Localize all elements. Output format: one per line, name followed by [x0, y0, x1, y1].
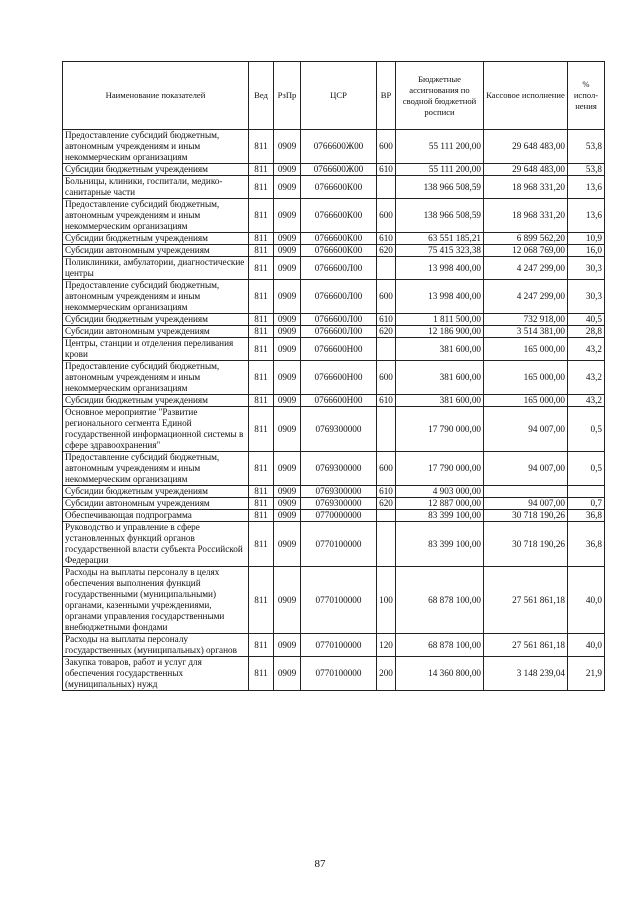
- cell-ved: 811: [249, 452, 274, 486]
- cell-name: Центры, станции и отделения переливания крови: [63, 338, 249, 361]
- table-row: [63, 257, 605, 280]
- cell-cash: 94 007,00: [484, 407, 568, 452]
- table-row: [63, 407, 605, 452]
- cell-cash: 4 247 299,00: [484, 280, 568, 314]
- cell-csr: 0766600Н00: [301, 338, 377, 361]
- cell-ved: 811: [249, 567, 274, 634]
- table-row: [63, 452, 605, 486]
- cell-rzpr: 0909: [274, 326, 301, 338]
- cell-budget: 55 111 200,00: [396, 164, 484, 176]
- cell-budget: 17 790 000,00: [396, 407, 484, 452]
- cell-csr: 0766600Ж00: [301, 130, 377, 164]
- table-row: [63, 245, 605, 257]
- cell-percent: 13,6: [568, 199, 605, 233]
- table-row: [63, 164, 605, 176]
- table-row: [63, 280, 605, 314]
- cell-ved: 811: [249, 164, 274, 176]
- cell-name: Расходы на выплаты персоналу государственных (муниципальных) органов: [63, 634, 249, 657]
- cell-rzpr: 0909: [274, 407, 301, 452]
- cell-budget: 381 600,00: [396, 338, 484, 361]
- cell-cash: [484, 486, 568, 498]
- cell-percent: 43,2: [568, 395, 605, 407]
- cell-vr: 100: [377, 567, 396, 634]
- table-header-row: [63, 62, 605, 130]
- cell-percent: 13,6: [568, 176, 605, 199]
- cell-budget: 381 600,00: [396, 361, 484, 395]
- cell-cash: 6 899 562,20: [484, 233, 568, 245]
- table-row: [63, 361, 605, 395]
- cell-csr: 0769300000: [301, 407, 377, 452]
- cell-vr: 600: [377, 280, 396, 314]
- cell-cash: 18 968 331,20: [484, 176, 568, 199]
- cell-vr: [377, 257, 396, 280]
- header-budget: Бюджетные ассигнования по сводной бюджетной росписи: [396, 62, 484, 130]
- cell-rzpr: 0909: [274, 567, 301, 634]
- cell-rzpr: 0909: [274, 498, 301, 510]
- cell-budget: 14 360 800,00: [396, 657, 484, 691]
- header-percent: % испол-нения: [568, 62, 605, 130]
- cell-cash: 12 068 769,00: [484, 245, 568, 257]
- cell-name: Субсидии бюджетным учреждениям: [63, 233, 249, 245]
- table-row: [63, 486, 605, 498]
- cell-vr: 610: [377, 486, 396, 498]
- cell-rzpr: 0909: [274, 522, 301, 567]
- cell-csr: 0766600К00: [301, 199, 377, 233]
- cell-cash: 3 514 381,00: [484, 326, 568, 338]
- cell-name: Субсидии бюджетным учреждениям: [63, 395, 249, 407]
- cell-cash: 94 007,00: [484, 498, 568, 510]
- cell-csr: 0766600Ж00: [301, 164, 377, 176]
- cell-csr: 0766600Л00: [301, 257, 377, 280]
- cell-budget: 83 399 100,00: [396, 510, 484, 522]
- cell-cash: 27 561 861,18: [484, 567, 568, 634]
- cell-ved: 811: [249, 326, 274, 338]
- cell-csr: 0770000000: [301, 510, 377, 522]
- cell-vr: 600: [377, 452, 396, 486]
- cell-rzpr: 0909: [274, 164, 301, 176]
- cell-vr: 200: [377, 657, 396, 691]
- header-vr: ВР: [377, 62, 396, 130]
- cell-name: Субсидии автономным учреждениям: [63, 498, 249, 510]
- cell-vr: [377, 338, 396, 361]
- cell-budget: 381 600,00: [396, 395, 484, 407]
- cell-percent: 43,2: [568, 338, 605, 361]
- cell-vr: [377, 176, 396, 199]
- cell-ved: 811: [249, 510, 274, 522]
- cell-name: Поликлиники, амбулатории, диагностические центры: [63, 257, 249, 280]
- table-row: [63, 567, 605, 634]
- cell-csr: 0769300000: [301, 486, 377, 498]
- table-row: [63, 233, 605, 245]
- cell-ved: 811: [249, 498, 274, 510]
- cell-percent: 16,0: [568, 245, 605, 257]
- cell-rzpr: 0909: [274, 452, 301, 486]
- cell-csr: 0766600Н00: [301, 395, 377, 407]
- cell-rzpr: 0909: [274, 634, 301, 657]
- header-cash: Кассовое исполнение: [484, 62, 568, 130]
- cell-rzpr: 0909: [274, 245, 301, 257]
- cell-percent: 30,3: [568, 257, 605, 280]
- cell-name: Субсидии бюджетным учреждениям: [63, 486, 249, 498]
- cell-percent: 36,8: [568, 510, 605, 522]
- cell-percent: 53,8: [568, 130, 605, 164]
- cell-cash: 732 918,00: [484, 314, 568, 326]
- cell-percent: 36,8: [568, 522, 605, 567]
- cell-csr: 0770100000: [301, 657, 377, 691]
- cell-cash: 29 648 483,00: [484, 130, 568, 164]
- cell-name: Предоставление субсидий бюджетным, автономным учреждениям и иным некоммерческим организациям: [63, 361, 249, 395]
- table-row: [63, 395, 605, 407]
- table-row: [63, 498, 605, 510]
- cell-csr: 0766600К00: [301, 233, 377, 245]
- cell-budget: 68 878 100,00: [396, 634, 484, 657]
- cell-cash: 3 148 239,04: [484, 657, 568, 691]
- table-row: [63, 338, 605, 361]
- cell-budget: 12 186 900,00: [396, 326, 484, 338]
- cell-name: Субсидии бюджетным учреждениям: [63, 164, 249, 176]
- cell-rzpr: 0909: [274, 199, 301, 233]
- cell-name: Предоставление субсидий бюджетным, автономным учреждениям и иным некоммерческим организациям: [63, 130, 249, 164]
- cell-cash: 18 968 331,20: [484, 199, 568, 233]
- cell-percent: 0,5: [568, 452, 605, 486]
- cell-ved: 811: [249, 486, 274, 498]
- cell-percent: 53,8: [568, 164, 605, 176]
- cell-ved: 811: [249, 130, 274, 164]
- cell-csr: 0766600Н00: [301, 361, 377, 395]
- cell-budget: 138 966 508,59: [396, 176, 484, 199]
- cell-percent: 40,0: [568, 567, 605, 634]
- cell-csr: 0770100000: [301, 634, 377, 657]
- cell-ved: 811: [249, 245, 274, 257]
- cell-budget: 17 790 000,00: [396, 452, 484, 486]
- table-body: [63, 130, 605, 691]
- cell-name: Руководство и управление в сфере установленных функций органов государственной власти субъекта Российской Федерации: [63, 522, 249, 567]
- header-ved: Вед: [249, 62, 274, 130]
- cell-budget: 63 551 185,21: [396, 233, 484, 245]
- cell-rzpr: 0909: [274, 176, 301, 199]
- cell-rzpr: 0909: [274, 280, 301, 314]
- cell-cash: 27 561 861,18: [484, 634, 568, 657]
- table-row: [63, 130, 605, 164]
- cell-name: Субсидии автономным учреждениям: [63, 326, 249, 338]
- cell-vr: 610: [377, 395, 396, 407]
- header-name: Наименование показателей: [63, 62, 249, 130]
- cell-vr: 610: [377, 314, 396, 326]
- cell-percent: [568, 486, 605, 498]
- cell-percent: 0,5: [568, 407, 605, 452]
- cell-name: Основное мероприятие "Развитие регионального сегмента Единой государственной информационной системы в сфере здравоохранения": [63, 407, 249, 452]
- table-row: [63, 176, 605, 199]
- cell-cash: 165 000,00: [484, 361, 568, 395]
- page-number: 87: [314, 858, 326, 870]
- cell-name: Обеспечивающая подпрограмма: [63, 510, 249, 522]
- cell-rzpr: 0909: [274, 486, 301, 498]
- cell-ved: 811: [249, 657, 274, 691]
- cell-percent: 30,3: [568, 280, 605, 314]
- cell-name: Субсидии автономным учреждениям: [63, 245, 249, 257]
- header-csr: ЦСР: [301, 62, 377, 130]
- cell-csr: 0766600К00: [301, 245, 377, 257]
- cell-name: Предоставление субсидий бюджетным, автономным учреждениям и иным некоммерческим организациям: [63, 199, 249, 233]
- cell-name: Предоставление субсидий бюджетным, автономным учреждениям и иным некоммерческим организациям: [63, 280, 249, 314]
- cell-percent: 40,0: [568, 634, 605, 657]
- cell-percent: 0,7: [568, 498, 605, 510]
- table-row: [63, 522, 605, 567]
- cell-name: Больницы, клиники, госпитали, медико-санитарные части: [63, 176, 249, 199]
- cell-rzpr: 0909: [274, 257, 301, 280]
- cell-budget: 68 878 100,00: [396, 567, 484, 634]
- cell-ved: 811: [249, 280, 274, 314]
- cell-csr: 0770100000: [301, 522, 377, 567]
- cell-rzpr: 0909: [274, 233, 301, 245]
- cell-percent: 40,5: [568, 314, 605, 326]
- cell-cash: 4 247 299,00: [484, 257, 568, 280]
- cell-csr: 0769300000: [301, 452, 377, 486]
- cell-budget: 13 998 400,00: [396, 257, 484, 280]
- cell-csr: 0766600Л00: [301, 326, 377, 338]
- cell-ved: 811: [249, 314, 274, 326]
- cell-percent: 43,2: [568, 361, 605, 395]
- table-row: [63, 314, 605, 326]
- cell-budget: 75 415 323,38: [396, 245, 484, 257]
- cell-budget: 4 903 000,00: [396, 486, 484, 498]
- cell-rzpr: 0909: [274, 361, 301, 395]
- cell-cash: 30 718 190,26: [484, 510, 568, 522]
- table-row: [63, 199, 605, 233]
- table-row: [63, 634, 605, 657]
- table-row: [63, 510, 605, 522]
- cell-ved: 811: [249, 199, 274, 233]
- cell-cash: 30 718 190,26: [484, 522, 568, 567]
- cell-vr: [377, 522, 396, 567]
- cell-budget: 13 998 400,00: [396, 280, 484, 314]
- cell-rzpr: 0909: [274, 395, 301, 407]
- cell-budget: 83 399 100,00: [396, 522, 484, 567]
- cell-vr: 120: [377, 634, 396, 657]
- cell-vr: 610: [377, 233, 396, 245]
- cell-percent: 21,9: [568, 657, 605, 691]
- cell-cash: 94 007,00: [484, 452, 568, 486]
- cell-vr: 620: [377, 245, 396, 257]
- cell-ved: 811: [249, 407, 274, 452]
- cell-vr: 600: [377, 130, 396, 164]
- cell-budget: 12 887 000,00: [396, 498, 484, 510]
- cell-rzpr: 0909: [274, 657, 301, 691]
- cell-rzpr: 0909: [274, 314, 301, 326]
- cell-percent: 28,8: [568, 326, 605, 338]
- cell-vr: [377, 407, 396, 452]
- cell-csr: 0766600К00: [301, 176, 377, 199]
- cell-vr: 620: [377, 498, 396, 510]
- cell-csr: 0766600Л00: [301, 314, 377, 326]
- cell-name: Субсидии бюджетным учреждениям: [63, 314, 249, 326]
- cell-cash: 165 000,00: [484, 338, 568, 361]
- cell-ved: 811: [249, 361, 274, 395]
- cell-ved: 811: [249, 233, 274, 245]
- cell-cash: 29 648 483,00: [484, 164, 568, 176]
- cell-rzpr: 0909: [274, 130, 301, 164]
- cell-vr: 600: [377, 361, 396, 395]
- cell-vr: [377, 510, 396, 522]
- cell-vr: 620: [377, 326, 396, 338]
- cell-csr: 0770100000: [301, 567, 377, 634]
- table-row: [63, 326, 605, 338]
- header-rzpr: РзПр: [274, 62, 301, 130]
- cell-budget: 1 811 500,00: [396, 314, 484, 326]
- cell-csr: 0769300000: [301, 498, 377, 510]
- cell-rzpr: 0909: [274, 510, 301, 522]
- cell-ved: 811: [249, 257, 274, 280]
- cell-budget: 55 111 200,00: [396, 130, 484, 164]
- cell-name: Расходы на выплаты персоналу в целях обеспечения выполнения функций государственными (муниципальными) органами, казенными учреждениями, органами управления государственными внебюджетными фондами: [63, 567, 249, 634]
- cell-rzpr: 0909: [274, 338, 301, 361]
- cell-csr: 0766600Л00: [301, 280, 377, 314]
- cell-cash: 165 000,00: [484, 395, 568, 407]
- cell-ved: 811: [249, 634, 274, 657]
- table-row: [63, 657, 605, 691]
- cell-name: Закупка товаров, работ и услуг для обеспечения государственных (муниципальных) нужд: [63, 657, 249, 691]
- cell-percent: 10,9: [568, 233, 605, 245]
- cell-budget: 138 966 508,59: [396, 199, 484, 233]
- cell-ved: 811: [249, 522, 274, 567]
- budget-execution-table: [62, 61, 605, 691]
- cell-vr: 610: [377, 164, 396, 176]
- cell-ved: 811: [249, 338, 274, 361]
- cell-ved: 811: [249, 176, 274, 199]
- cell-vr: 600: [377, 199, 396, 233]
- cell-name: Предоставление субсидий бюджетным, автономным учреждениям и иным некоммерческим организациям: [63, 452, 249, 486]
- cell-ved: 811: [249, 395, 274, 407]
